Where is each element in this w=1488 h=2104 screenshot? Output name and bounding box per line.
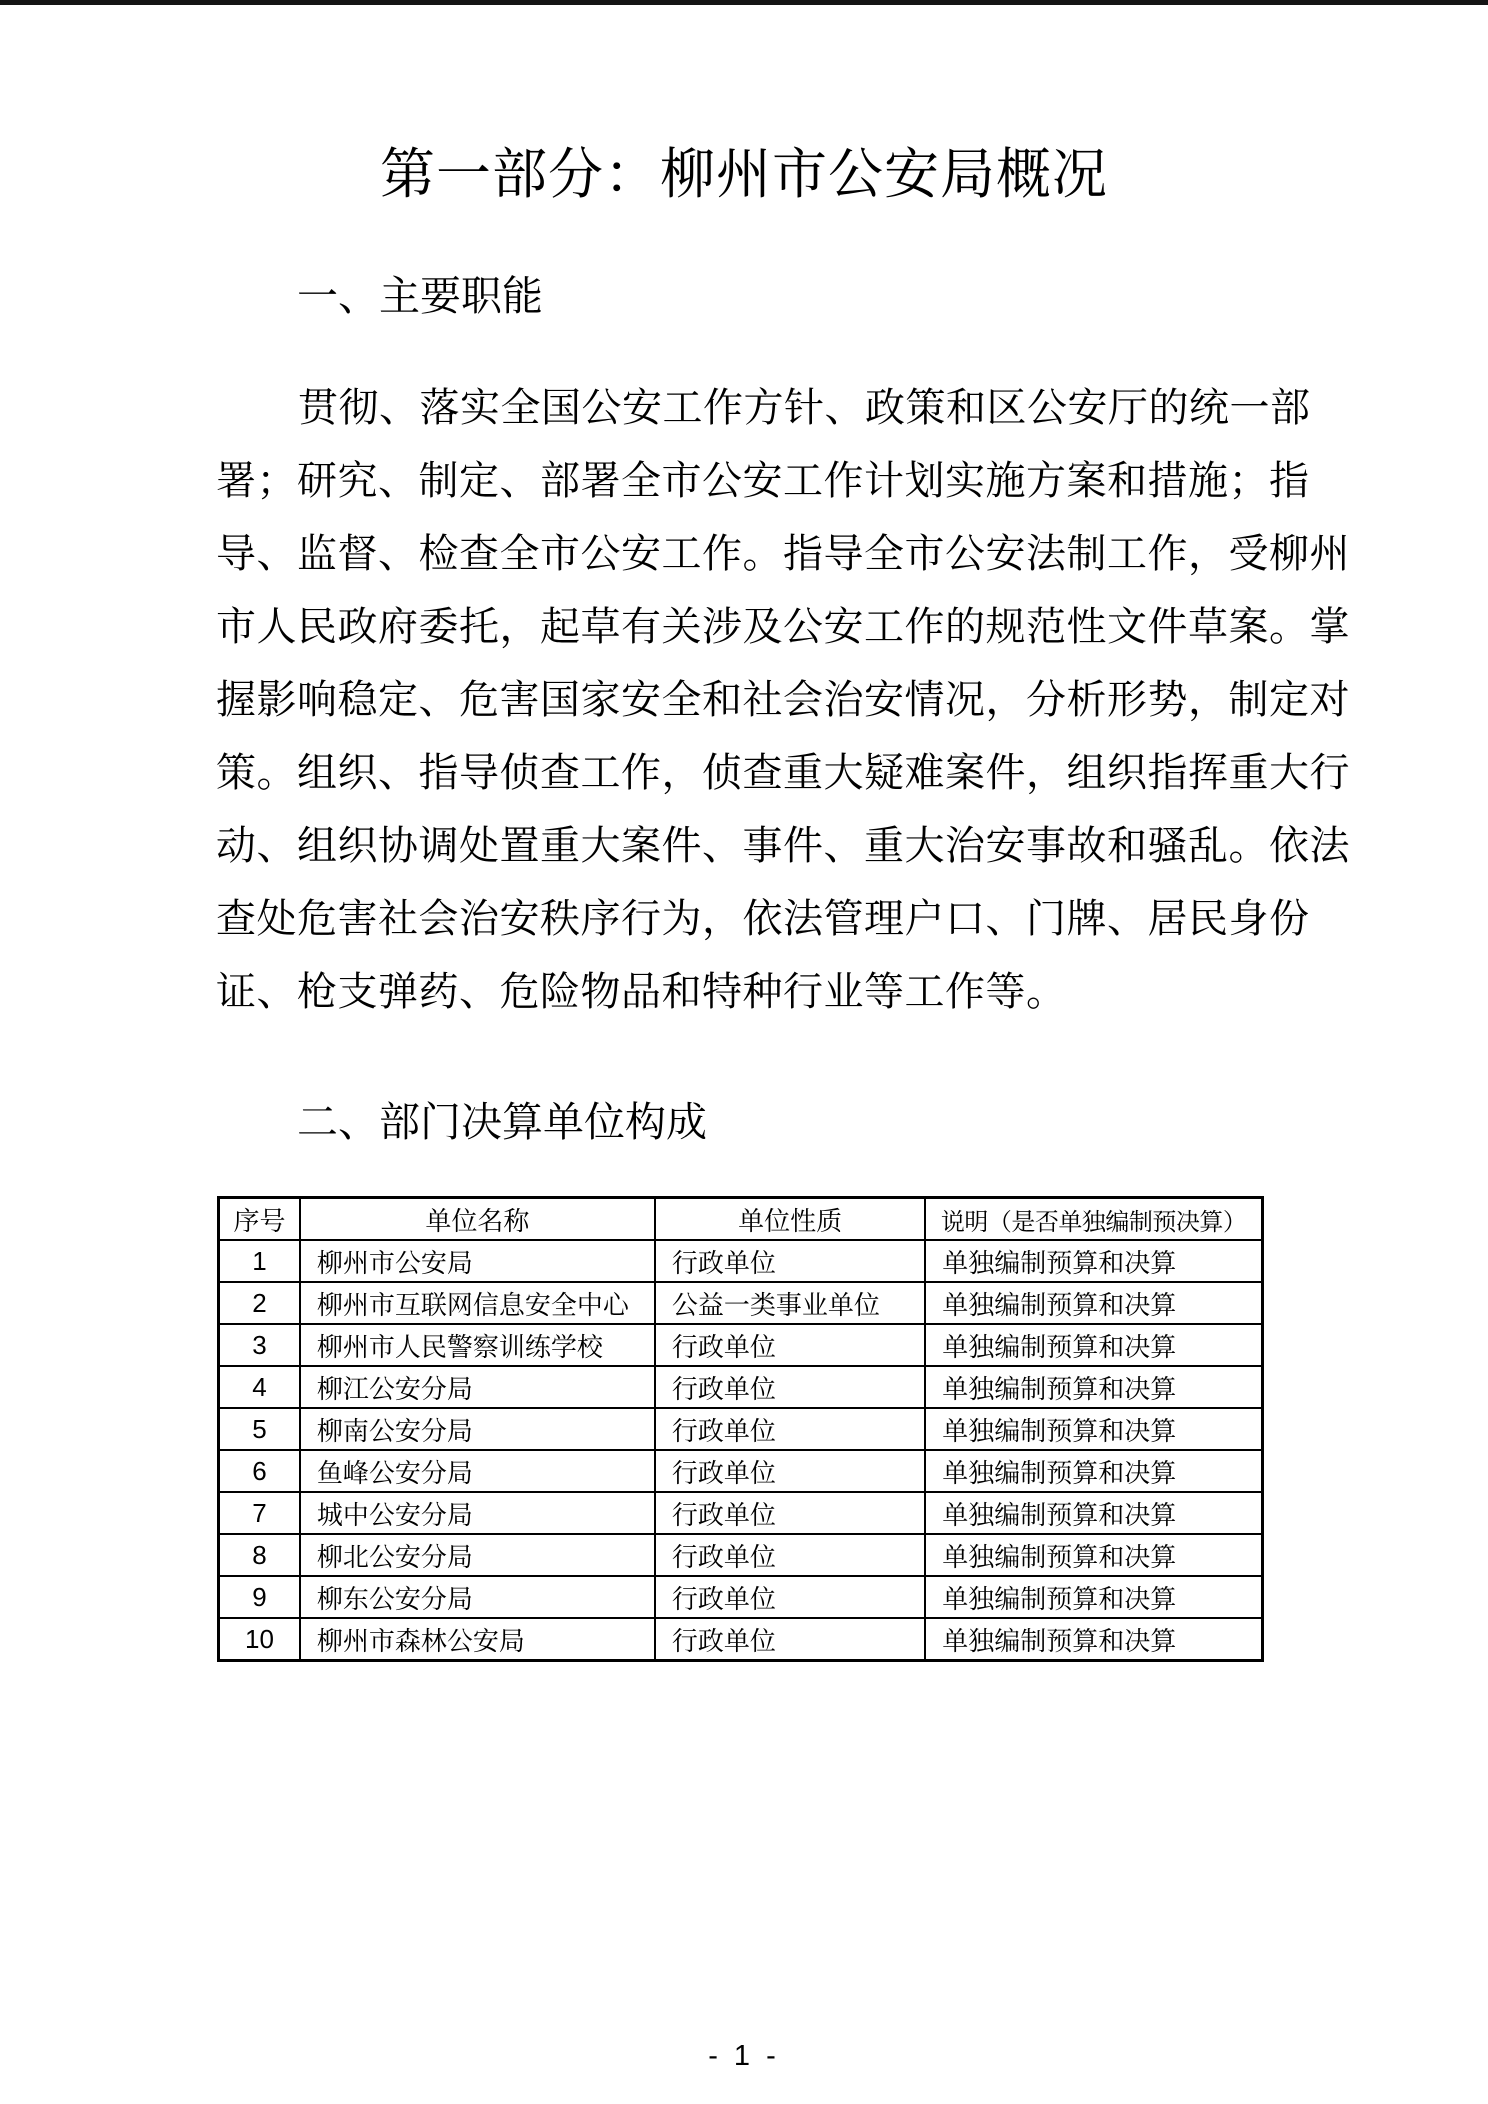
header-index: 序号: [219, 1198, 300, 1241]
cell-unit-type: 行政单位: [655, 1576, 925, 1618]
table-row: [219, 1408, 1263, 1450]
cell-unit-name: 柳东公安分局: [300, 1576, 655, 1618]
cell-index: 1: [219, 1240, 300, 1282]
cell-explanation: 单独编制预算和决算: [925, 1450, 1262, 1492]
paragraph-line: 查处危害社会治安秩序行为，依法管理户口、门牌、居民身份: [216, 897, 1310, 941]
header-unit-type: 单位性质: [655, 1198, 925, 1241]
cell-unit-type: 行政单位: [655, 1450, 925, 1492]
cell-explanation: 单独编制预算和决算: [925, 1240, 1262, 1282]
page-number: - 1 -: [708, 2040, 780, 2072]
cell-explanation: 单独编制预算和决算: [925, 1324, 1262, 1366]
cell-unit-name: 柳南公安分局: [300, 1408, 655, 1450]
paragraph-line: 署；研究、制定、部署全市公安工作计划实施方案和措施；指: [216, 459, 1310, 503]
cell-unit-type: 行政单位: [655, 1366, 925, 1408]
cell-unit-type: 行政单位: [655, 1534, 925, 1576]
table-row: [219, 1366, 1263, 1408]
units-table: [217, 1196, 1264, 1662]
page-top-edge-bar: [0, 0, 1488, 5]
cell-unit-name: 柳州市森林公安局: [300, 1618, 655, 1661]
section-heading-unit-composition: 二、部门决算单位构成: [297, 1099, 707, 1145]
cell-index: 8: [219, 1534, 300, 1576]
units-table-container: [217, 1196, 1264, 1662]
table-row: [219, 1324, 1263, 1366]
cell-index: 10: [219, 1618, 300, 1661]
cell-unit-name: 柳州市人民警察训练学校: [300, 1324, 655, 1366]
paragraph-line: 策。组织、指导侦查工作，侦查重大疑难案件，组织指挥重大行: [216, 751, 1350, 795]
paragraph-line: 证、枪支弹药、危险物品和特种行业等工作等。: [216, 970, 1067, 1014]
cell-unit-name: 柳州市互联网信息安全中心: [300, 1282, 655, 1324]
table-row: [219, 1576, 1263, 1618]
table-row: [219, 1450, 1263, 1492]
cell-explanation: 单独编制预算和决算: [925, 1366, 1262, 1408]
document-title: 第一部分：柳州市公安局概况: [379, 143, 1108, 205]
cell-index: 4: [219, 1366, 300, 1408]
paragraph-line: 市人民政府委托，起草有关涉及公安工作的规范性文件草案。掌: [216, 605, 1350, 649]
header-explanation: 说明（是否单独编制预决算）: [925, 1198, 1262, 1241]
cell-index: 2: [219, 1282, 300, 1324]
paragraph-line: 动、组织协调处置重大案件、事件、重大治安事故和骚乱。依法: [216, 824, 1350, 868]
cell-index: 7: [219, 1492, 300, 1534]
cell-explanation: 单独编制预算和决算: [925, 1408, 1262, 1450]
cell-explanation: 单独编制预算和决算: [925, 1492, 1262, 1534]
paragraph-line: 贯彻、落实全国公安工作方针、政策和区公安厅的统一部: [298, 386, 1311, 430]
header-unit-name: 单位名称: [300, 1198, 655, 1241]
table-row: [219, 1240, 1263, 1282]
cell-unit-name: 柳州市公安局: [300, 1240, 655, 1282]
cell-unit-type: 行政单位: [655, 1324, 925, 1366]
cell-explanation: 单独编制预算和决算: [925, 1282, 1262, 1324]
cell-unit-name: 柳北公安分局: [300, 1534, 655, 1576]
cell-unit-type: 行政单位: [655, 1240, 925, 1282]
table-header-row: [219, 1198, 1263, 1241]
cell-index: 3: [219, 1324, 300, 1366]
section-heading-main-functions: 一、主要职能: [297, 273, 543, 319]
table-row: [219, 1534, 1263, 1576]
cell-unit-name: 城中公安分局: [300, 1492, 655, 1534]
cell-index: 6: [219, 1450, 300, 1492]
cell-explanation: 单独编制预算和决算: [925, 1576, 1262, 1618]
units-table-body: [219, 1240, 1263, 1661]
table-row: [219, 1282, 1263, 1324]
cell-unit-type: 行政单位: [655, 1408, 925, 1450]
table-row: [219, 1618, 1263, 1661]
cell-unit-type: 行政单位: [655, 1492, 925, 1534]
cell-index: 9: [219, 1576, 300, 1618]
main-functions-paragraph: [216, 372, 1350, 1029]
cell-index: 5: [219, 1408, 300, 1450]
paragraph-line: 握影响稳定、危害国家安全和社会治安情况，分析形势，制定对: [216, 678, 1350, 722]
cell-unit-type: 公益一类事业单位: [655, 1282, 925, 1324]
paragraph-line: 导、监督、检查全市公安工作。指导全市公安法制工作，受柳州: [216, 532, 1350, 576]
cell-explanation: 单独编制预算和决算: [925, 1534, 1262, 1576]
table-row: [219, 1492, 1263, 1534]
cell-unit-name: 鱼峰公安分局: [300, 1450, 655, 1492]
cell-explanation: 单独编制预算和决算: [925, 1618, 1262, 1661]
cell-unit-name: 柳江公安分局: [300, 1366, 655, 1408]
cell-unit-type: 行政单位: [655, 1618, 925, 1661]
